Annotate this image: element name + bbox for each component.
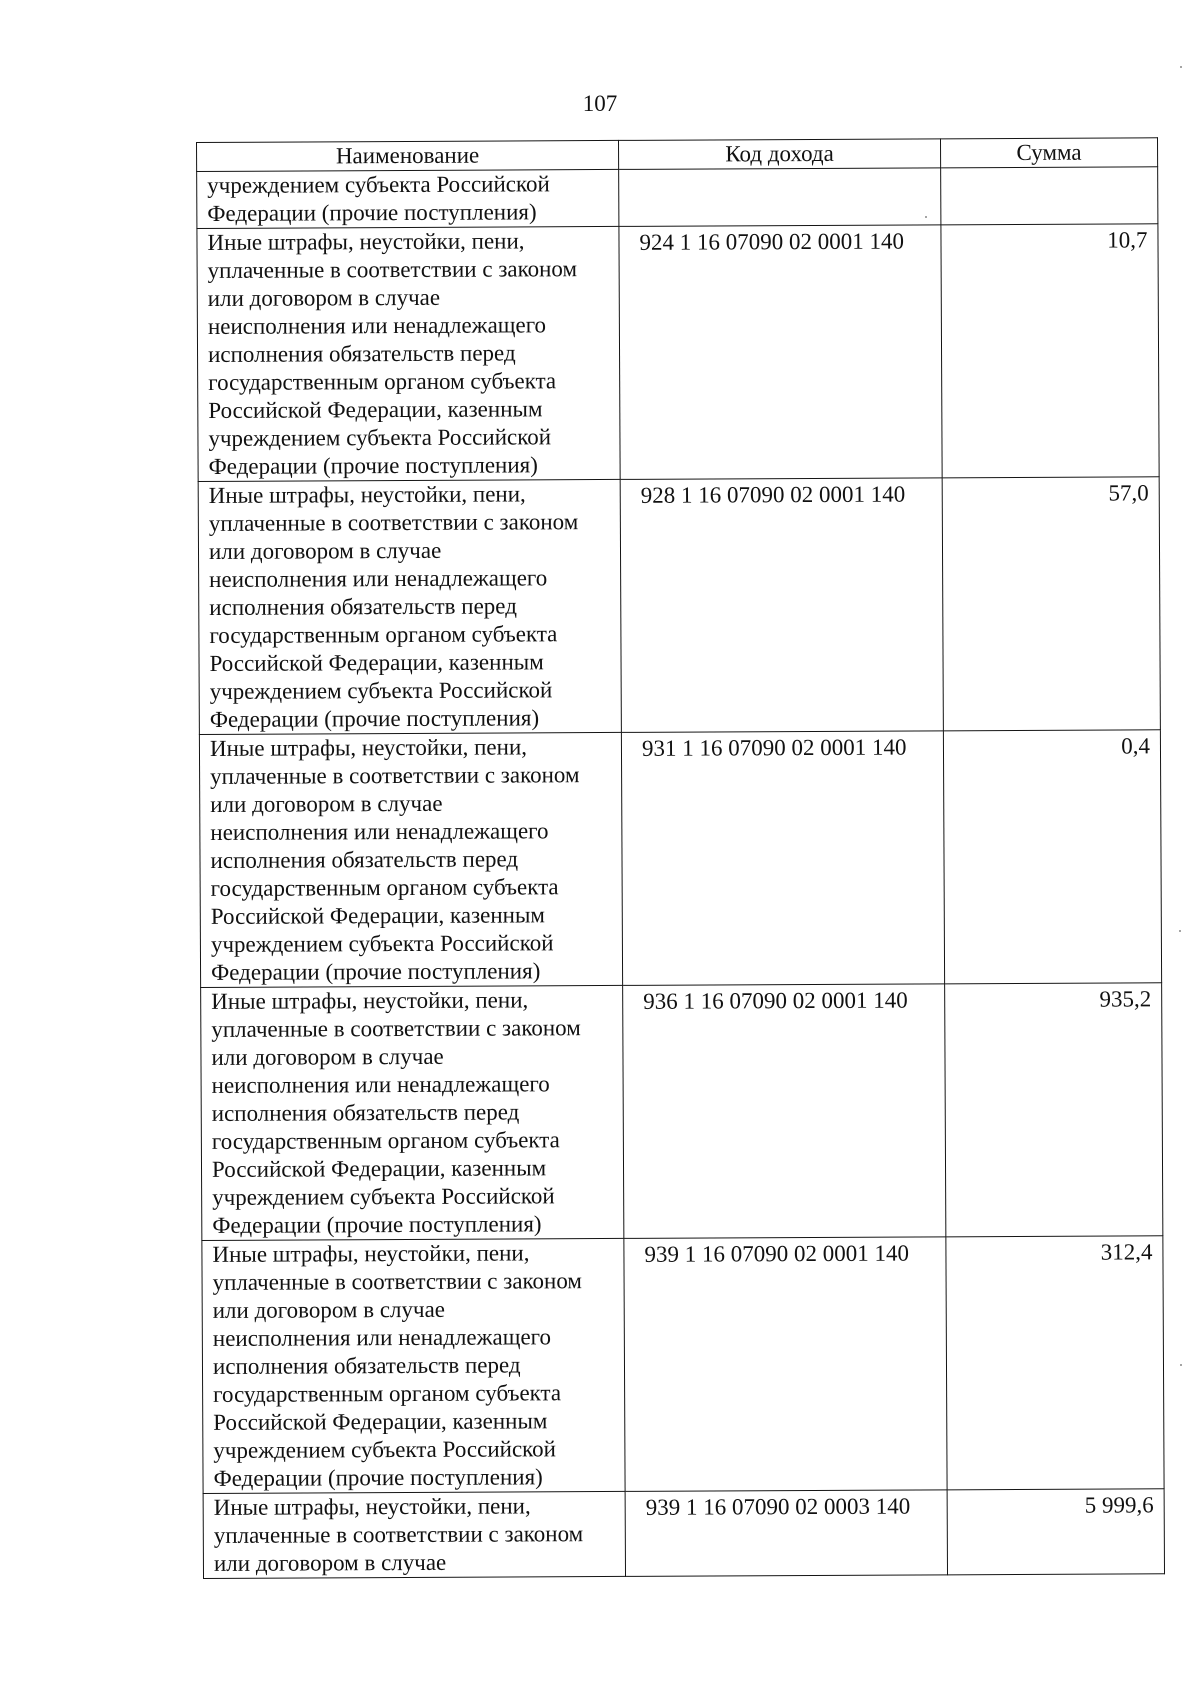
name-line: исполнения обязательств перед [209, 593, 517, 620]
name-line: или договором в случае [207, 284, 441, 311]
name-line: учреждением субъекта Российской [208, 424, 552, 451]
cell-sum: 5 999,6 [947, 1489, 1164, 1575]
page-number: 107 [582, 91, 618, 116]
cell-name [197, 169, 619, 228]
name-line: исполнения обязательств перед [212, 1352, 521, 1379]
name-line: Российской Федерации, казенным [213, 1408, 548, 1435]
table-row [203, 1489, 1164, 1579]
cell-sum [941, 167, 1158, 225]
name-line: учреждением субъекта Российской [213, 1436, 557, 1463]
cell-code [619, 168, 941, 227]
cell-sum: 57,0 [942, 477, 1160, 731]
cell-code: 931 1 16 07090 02 0001 140 [621, 731, 944, 986]
scan-speck [1179, 930, 1181, 932]
name-line: уплаченные в соответствии с законом [208, 509, 579, 536]
scan-speck [1180, 1364, 1182, 1366]
name-line: государственным органом субъекта [210, 874, 559, 901]
name-line: уплаченные в соответствии с законом [211, 1015, 581, 1042]
name-line: государственным органом субъекта [208, 368, 557, 395]
name-line: неисполнения или ненадлежащего [212, 1324, 552, 1351]
name-line: Федерации (прочие поступления) [212, 1211, 542, 1238]
name-line: неисполнения или ненадлежащего [210, 818, 549, 845]
cell-sum: 0,4 [943, 730, 1161, 984]
name-line: Федерации (прочие поступления) [208, 452, 538, 479]
cell-sum: 935,2 [945, 983, 1163, 1237]
scan-speck [1180, 66, 1182, 68]
cell-code: 928 1 16 07090 02 0001 140 [620, 478, 943, 733]
name-line: Федерации (прочие поступления) [210, 958, 541, 985]
name-line: или договором в случае [211, 1043, 444, 1070]
cell-sum: 10,7 [941, 224, 1159, 478]
name-line: государственным органом субъекта [211, 1127, 560, 1154]
scan-speck [925, 216, 927, 218]
cell-name [202, 1238, 625, 1493]
header-name: Наименование [197, 140, 619, 171]
cell-code: 939 1 16 07090 02 0003 140 [625, 1490, 947, 1577]
cell-sum: 312,4 [946, 1236, 1164, 1490]
name-line: Федерации (прочие поступления) [207, 199, 537, 226]
name-line: или договором в случае [210, 790, 443, 817]
revenue-table [196, 137, 1165, 1579]
name-line: учреждением субъекта Российской [207, 171, 550, 198]
name-line: Иные штрафы, неустойки, пени, [208, 481, 526, 508]
table-row [197, 167, 1158, 229]
header-sum: Сумма [940, 138, 1157, 168]
cell-code: 924 1 16 07090 02 0001 140 [619, 225, 942, 480]
revenue-table-container [196, 137, 1165, 1579]
name-line: или договором в случае [208, 537, 442, 564]
name-line: Российской Федерации, казенным [209, 649, 544, 676]
name-line: неисполнения или ненадлежащего [209, 565, 548, 592]
header-code: Код дохода [618, 139, 940, 170]
table-row [202, 1236, 1164, 1494]
name-line: Российской Федерации, казенным [210, 902, 546, 929]
cell-name [203, 1491, 625, 1578]
cell-name [199, 732, 622, 987]
name-line: учреждением субъекта Российской [209, 677, 553, 704]
name-line: Иные штрафы, неустойки, пени, [213, 1493, 531, 1520]
name-line: Иные штрафы, неустойки, пени, [212, 1240, 530, 1267]
name-line: или договором в случае [213, 1549, 447, 1576]
name-line: Российской Федерации, казенным [211, 1155, 547, 1182]
name-line: или договором в случае [212, 1296, 446, 1323]
name-line: Федерации (прочие поступления) [209, 705, 540, 732]
name-line: уплаченные в соответствии с законом [207, 256, 578, 283]
name-line: исполнения обязательств перед [210, 846, 519, 873]
table-row [197, 224, 1159, 482]
name-line: государственным органом субъекта [209, 621, 558, 648]
cell-name [198, 479, 621, 734]
table-row [198, 477, 1160, 735]
name-line: Российской Федерации, казенным [208, 396, 543, 423]
name-line: уплаченные в соответствии с законом [210, 762, 580, 789]
cell-name [201, 985, 624, 1240]
name-line: уплаченные в соответствии с законом [213, 1521, 584, 1548]
name-line: государственным органом субъекта [213, 1380, 562, 1407]
name-line: Иные штрафы, неустойки, пени, [211, 987, 529, 1014]
cell-name [197, 226, 620, 481]
name-line: Иные штрафы, неустойки, пени, [207, 228, 525, 255]
name-line: исполнения обязательств перед [207, 340, 516, 367]
name-line: учреждением субъекта Российской [210, 930, 554, 957]
name-line: Федерации (прочие поступления) [213, 1464, 543, 1491]
name-line: неисполнения или ненадлежащего [211, 1071, 550, 1098]
name-line: исполнения обязательств перед [211, 1099, 520, 1126]
name-line: учреждением субъекта Российской [212, 1183, 555, 1210]
name-line: уплаченные в соответствии с законом [212, 1268, 583, 1295]
cell-code: 939 1 16 07090 02 0001 140 [624, 1237, 947, 1492]
cell-code: 936 1 16 07090 02 0001 140 [623, 984, 946, 1239]
table-row [199, 730, 1161, 988]
table-row [201, 983, 1163, 1241]
name-line: неисполнения или ненадлежащего [207, 312, 547, 339]
table-header-row [197, 138, 1158, 172]
name-line: Иные штрафы, неустойки, пени, [209, 734, 528, 761]
